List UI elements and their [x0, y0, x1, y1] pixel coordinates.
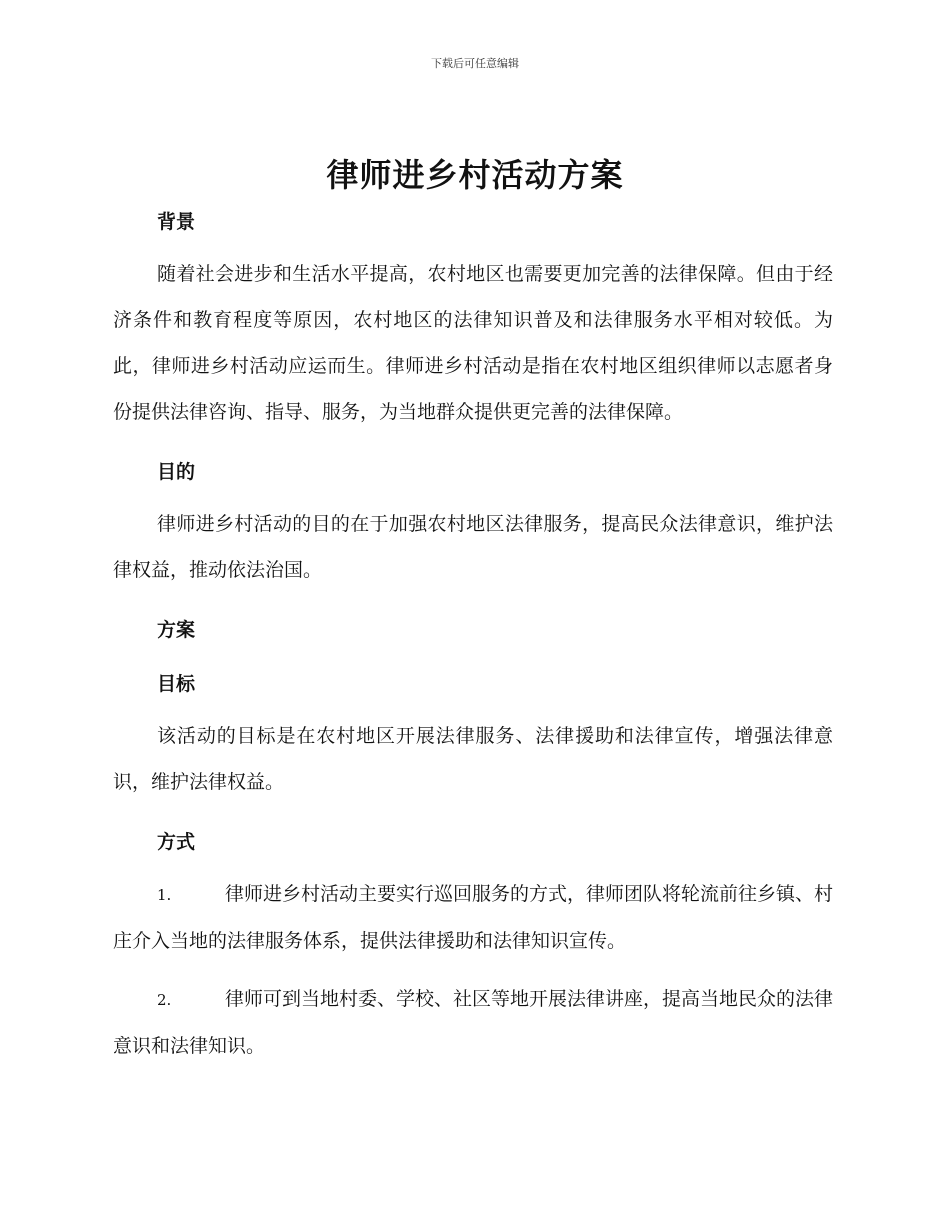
list-item-number: 1. — [157, 886, 172, 904]
document-title: 律师进乡村活动方案 — [326, 156, 624, 194]
paragraph-background: 随着社会进步和生活水平提高，农村地区也需要更加完善的法律保障。但由于经济条件和教育程度等原因，农村地区的法律知识普及和法律服务水平相对较低。为此，律师进乡村活动应运而生。律师进乡村活动是指在农村地区组织律师以志愿者身份提供法律咨询、指导、服务，为当地群众提供更完善的法律保障。 — [113, 263, 833, 423]
section-heading-goal: 目标 — [157, 673, 196, 695]
list-item-text: 律师可到当地村委、学校、社区等地开展法律讲座，提高当地民众的法律意识和法律知识。 — [113, 988, 834, 1057]
section-heading-background: 背景 — [157, 211, 196, 233]
paragraph-goal: 该活动的目标是在农村地区开展法律服务、法律援助和法律宣传，增强法律意识，维护法律权益。 — [113, 725, 833, 793]
list-item-number: 2. — [157, 991, 172, 1009]
paragraph-purpose: 律师进乡村活动的目的在于加强农村地区法律服务，提高民众法律意识，维护法律权益，推动依法治国。 — [113, 513, 833, 581]
document-body — [113, 205, 833, 1069]
list-item-text: 律师进乡村活动主要实行巡回服务的方式，律师团队将轮流前往乡镇、村庄介入当地的法律服务体系，提供法律援助和法律知识宣传。 — [113, 883, 834, 952]
section-heading-plan: 方案 — [157, 619, 196, 641]
section-heading-method: 方式 — [157, 831, 196, 853]
header-note: 下载后可任意编辑 — [431, 57, 519, 70]
section-heading-purpose: 目的 — [157, 461, 196, 483]
list-item — [113, 871, 833, 964]
list-item — [113, 976, 833, 1069]
